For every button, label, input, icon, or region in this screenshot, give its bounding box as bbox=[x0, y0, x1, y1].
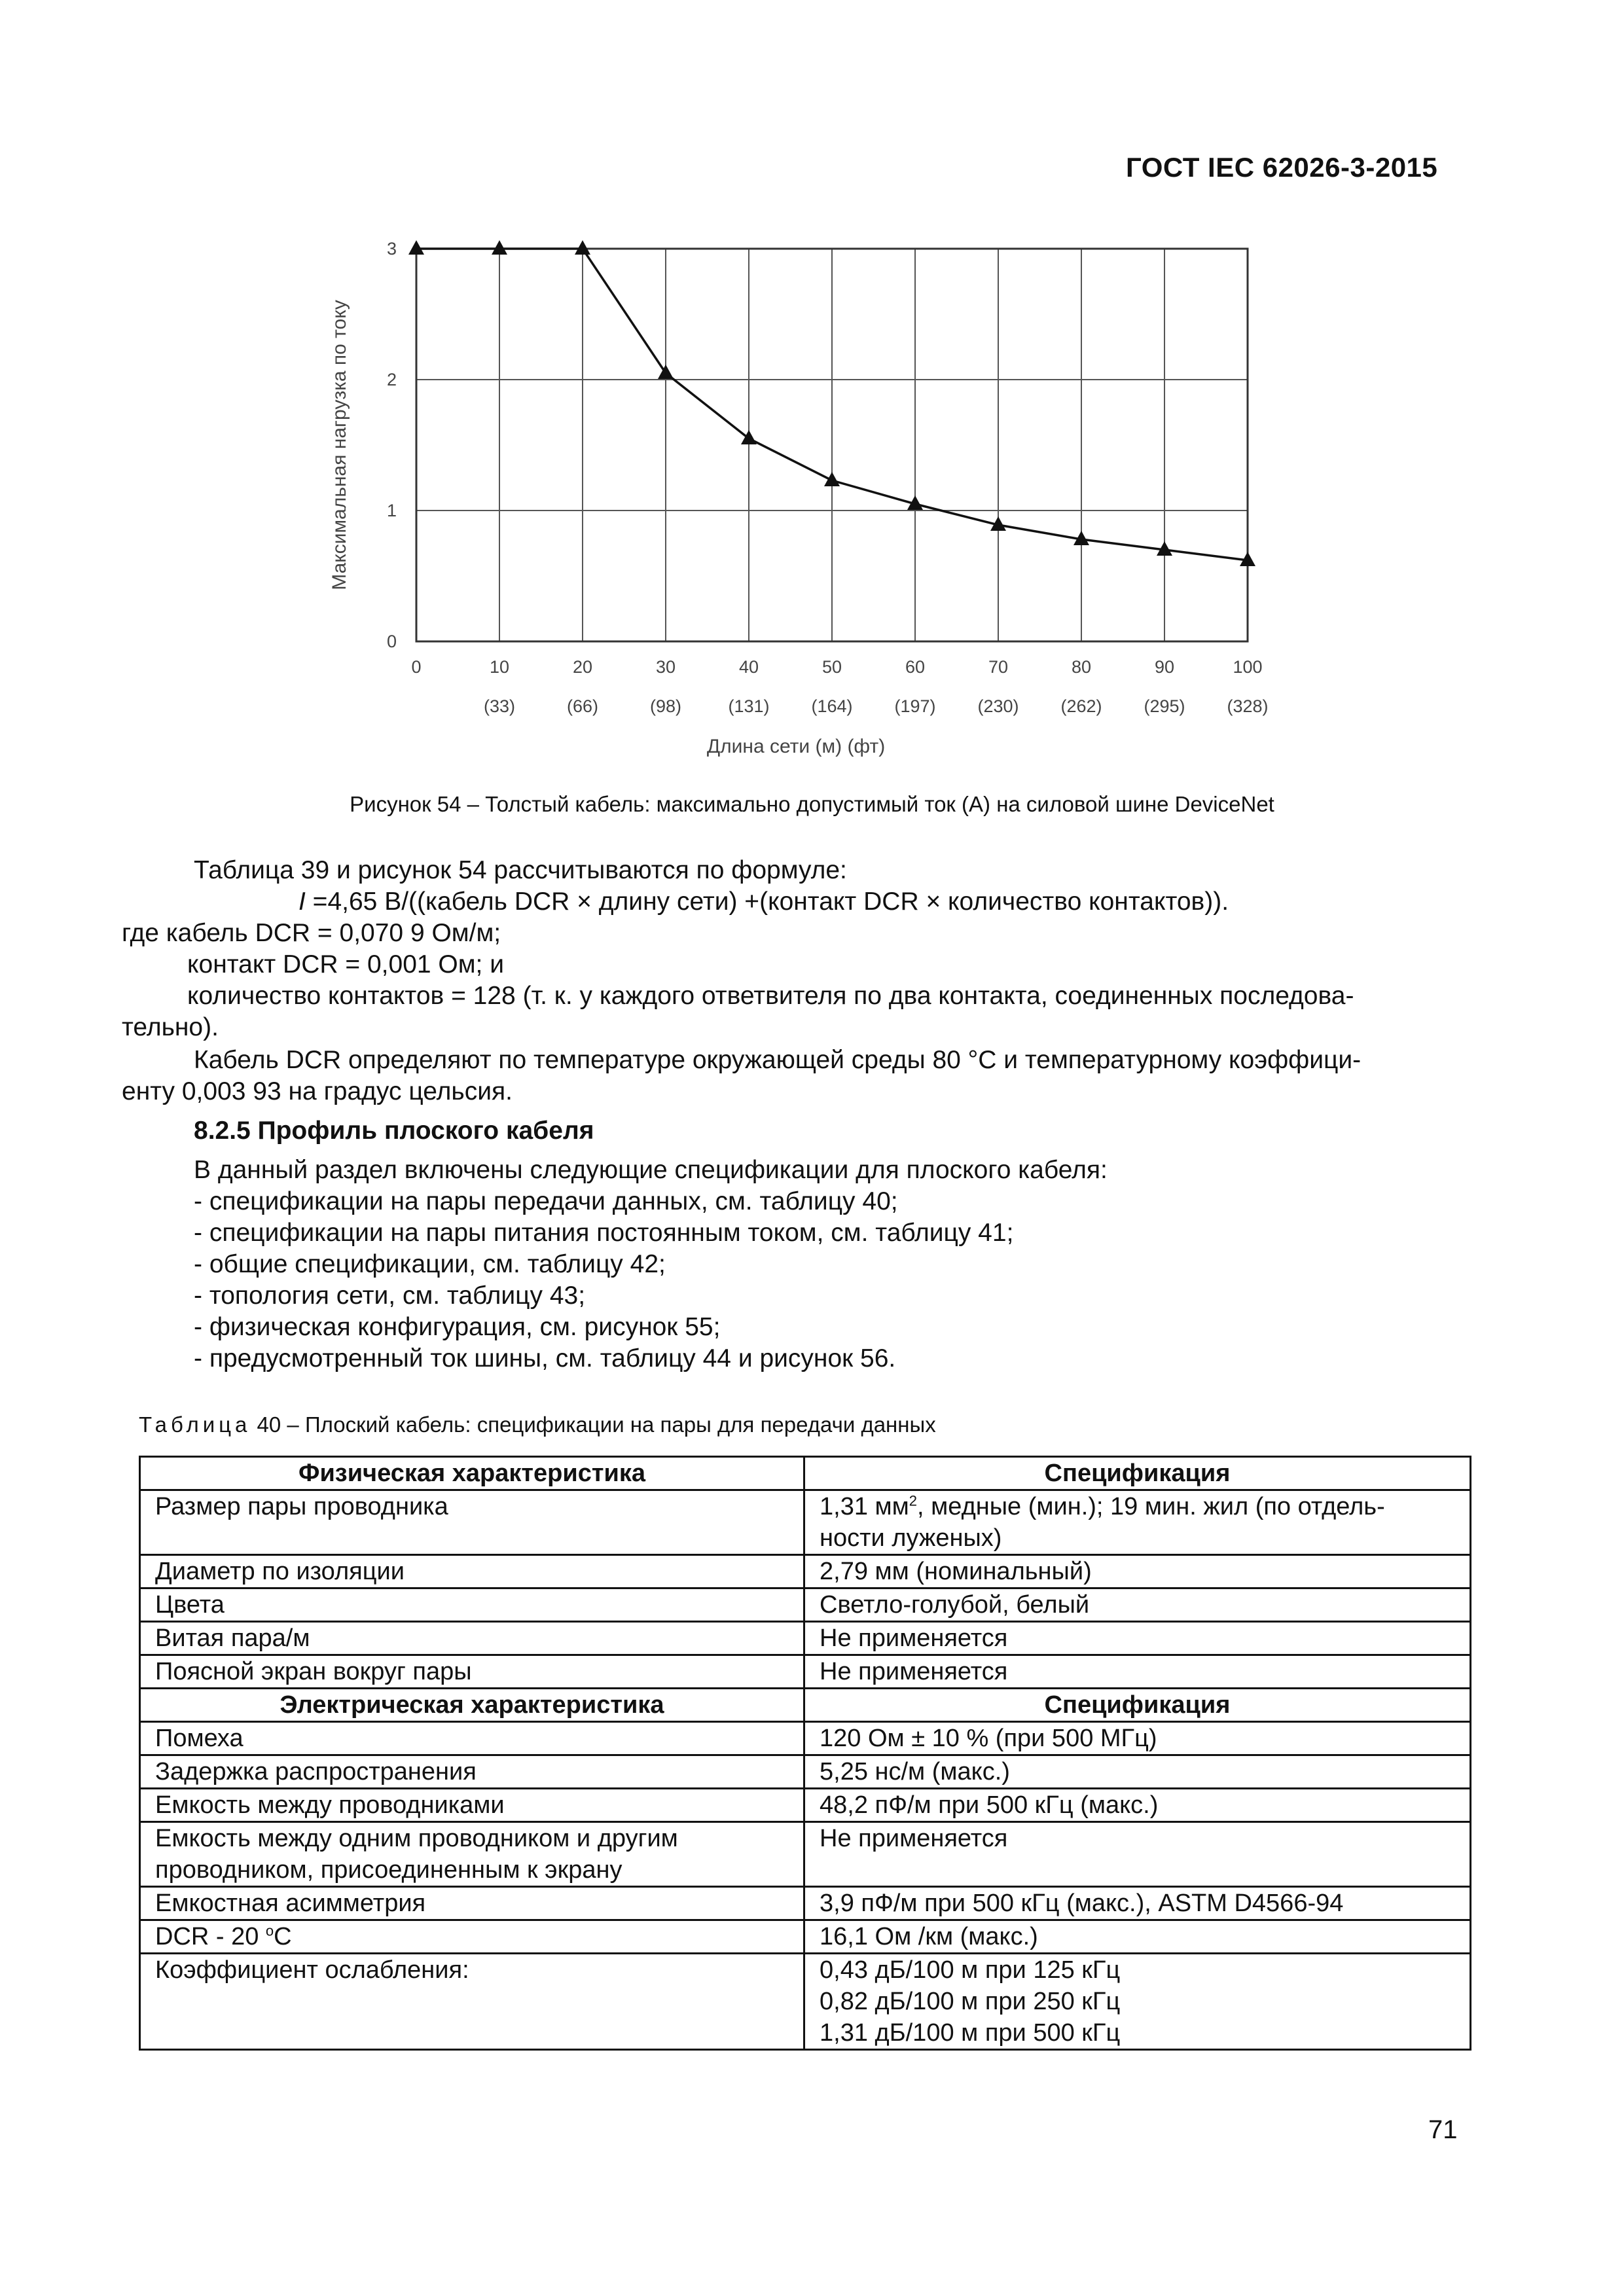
table-row bbox=[140, 1490, 1471, 1555]
table-cell: Емкость между проводниками bbox=[140, 1789, 804, 1822]
table-row bbox=[140, 1887, 1471, 1920]
table-row bbox=[140, 1954, 1471, 2050]
x-tick-label: 30 bbox=[655, 657, 676, 677]
x-tick-label-ft: (66) bbox=[566, 696, 599, 716]
x-tick-label: 0 bbox=[411, 657, 422, 677]
x-tick-label: 90 bbox=[1154, 657, 1175, 677]
table-cell: 16,1 Ом /км (макс.) bbox=[804, 1920, 1471, 1954]
list-item: - спецификации на пары питания постоянным током, см. таблицу 41; bbox=[194, 1219, 1014, 1247]
x-tick-label-ft: (328) bbox=[1227, 696, 1269, 716]
paragraph-cable-dcr: где кабель DCR = 0,070 9 Ом/м; bbox=[122, 919, 501, 947]
table-cell: 0,43 дБ/100 м при 125 кГц 0,82 дБ/100 м при 250 кГц 1,31 дБ/100 м при 500 кГц bbox=[804, 1954, 1471, 2050]
table-row bbox=[140, 1755, 1471, 1789]
x-tick-label: 20 bbox=[572, 657, 593, 677]
table-cell: Поясной экран вокруг пары bbox=[140, 1655, 804, 1689]
table-row bbox=[140, 1588, 1471, 1622]
y-axis-label: Максимальная нагрузка по току bbox=[329, 300, 350, 590]
table-cell: Помеха bbox=[140, 1722, 804, 1755]
table-row bbox=[140, 1920, 1471, 1954]
document-id-header: ГОСТ IEC 62026-3-2015 bbox=[1126, 152, 1438, 183]
list-item: - общие спецификации, см. таблицу 42; bbox=[194, 1250, 666, 1278]
x-tick-label: 40 bbox=[738, 657, 759, 677]
list-item: - спецификации на пары передачи данных, см. таблицу 40; bbox=[194, 1187, 898, 1215]
spec-table bbox=[139, 1456, 1471, 2051]
list-item: - топология сети, см. таблицу 43; bbox=[194, 1282, 586, 1310]
y-tick-labels bbox=[387, 239, 397, 651]
data-point-marker bbox=[741, 430, 757, 444]
y-tick-label: 2 bbox=[386, 370, 397, 389]
table-header-cell: Спецификация bbox=[804, 1689, 1471, 1722]
paragraph-contact-dcr: контакт DCR = 0,001 Ом; и bbox=[187, 950, 505, 978]
x-tick-label: 70 bbox=[988, 657, 1009, 677]
table-row bbox=[140, 1789, 1471, 1822]
x-tick-label: 10 bbox=[489, 657, 510, 677]
x-tick-label-ft: (164) bbox=[811, 696, 853, 716]
table-header-row bbox=[140, 1689, 1471, 1722]
x-tick-labels bbox=[411, 657, 1262, 677]
page-number: 71 bbox=[1428, 2115, 1458, 2144]
x-tick-label-ft: (295) bbox=[1144, 696, 1185, 716]
paragraph-contacts-line2: тельно). bbox=[122, 1013, 219, 1041]
list-item: - физическая конфигурация, см. рисунок 55; bbox=[194, 1313, 721, 1341]
table-cell: Витая пара/м bbox=[140, 1622, 804, 1655]
table-caption-label: Таблица bbox=[139, 1412, 251, 1437]
paragraph-contacts-line1: количество контактов = 128 (т. к. у каждого ответвителя по два контакта, соединенных последова- bbox=[187, 982, 1354, 1010]
y-tick-label: 3 bbox=[386, 239, 397, 259]
table-header-cell: Электрическая характеристика bbox=[140, 1689, 804, 1722]
table-cell: 3,9 пФ/м при 500 кГц (макс.), ASTM D4566-94 bbox=[804, 1887, 1471, 1920]
data-point-marker bbox=[492, 240, 507, 255]
table-row bbox=[140, 1555, 1471, 1588]
x-tick-label: 80 bbox=[1071, 657, 1092, 677]
current-vs-length-chart bbox=[314, 223, 1316, 772]
table-cell-dcr: DCR - 20 $^o$C bbox=[140, 1920, 804, 1954]
x-tick-label: 60 bbox=[905, 657, 926, 677]
table-cell: Не применяется bbox=[804, 1655, 1471, 1689]
x-tick-label: 100 bbox=[1233, 657, 1263, 677]
x-tick-label-ft: (230) bbox=[977, 696, 1019, 716]
table-cell: 2,79 мм (номинальный) bbox=[804, 1555, 1471, 1588]
y-tick-label: 0 bbox=[386, 632, 397, 651]
formula-body: =4,65 В/((кабель DCR × длину сети) +(контакт DCR × количество контактов)). bbox=[305, 888, 1229, 916]
section-title: 8.2.5 Профиль плоского кабеля bbox=[194, 1117, 594, 1145]
x-tick-label-ft: (98) bbox=[649, 696, 682, 716]
y-tick-label: 1 bbox=[386, 501, 397, 520]
x-tick-label: 50 bbox=[821, 657, 842, 677]
x-tick-label-ft: (197) bbox=[894, 696, 936, 716]
x-tick-label-ft: (33) bbox=[483, 696, 516, 716]
table-cell: Коэффициент ослабления: bbox=[140, 1954, 804, 2050]
table-cell: Светло-голубой, белый bbox=[804, 1588, 1471, 1622]
x-tick-labels-ft bbox=[484, 696, 1269, 716]
table-row bbox=[140, 1722, 1471, 1755]
formula-variable: I bbox=[298, 888, 306, 916]
table-cell: 5,25 нс/м (макс.) bbox=[804, 1755, 1471, 1789]
table-header-row bbox=[140, 1457, 1471, 1490]
table-cell: Емкость между одним проводником и другим проводником, присоединенным к экрану bbox=[140, 1822, 804, 1887]
x-tick-label-ft: (262) bbox=[1060, 696, 1102, 716]
table-cell: Емкостная асимметрия bbox=[140, 1887, 804, 1920]
table-cell: 48,2 пФ/м при 500 кГц (макс.) bbox=[804, 1789, 1471, 1822]
section-intro: В данный раздел включены следующие спецификации для плоского кабеля: bbox=[194, 1156, 1108, 1184]
table-cell: 120 Ом ± 10 % (при 500 МГц) bbox=[804, 1722, 1471, 1755]
table-header-cell: Спецификация bbox=[804, 1457, 1471, 1490]
paragraph-formula-intro: Таблица 39 и рисунок 54 рассчитываются по формуле: bbox=[194, 856, 847, 884]
table-cell: Задержка распространения bbox=[140, 1755, 804, 1789]
data-point-marker bbox=[575, 240, 590, 255]
table-header-cell: Физическая характеристика bbox=[140, 1457, 804, 1490]
table-cell: Цвета bbox=[140, 1588, 804, 1622]
table-cell-conductor-size: 1,31 $мм^2$, медные (мин.); 19 мин. жил (по отдель- ности луженых) bbox=[804, 1490, 1471, 1555]
data-point-marker bbox=[408, 240, 424, 255]
table-row bbox=[140, 1655, 1471, 1689]
formula bbox=[298, 886, 1229, 918]
paragraph-temperature-line2: енту 0,003 93 на градус цельсия. bbox=[122, 1077, 513, 1105]
table-cell: Не применяется bbox=[804, 1622, 1471, 1655]
table-row bbox=[140, 1622, 1471, 1655]
x-tick-label-ft: (131) bbox=[728, 696, 770, 716]
x-axis-label: Длина сети (м) (фт) bbox=[706, 736, 886, 757]
figure-caption: Рисунок 54 – Толстый кабель: максимально допустимый ток (А) на силовой шине DeviceNet bbox=[350, 792, 1274, 816]
table-row bbox=[140, 1822, 1471, 1887]
table-caption bbox=[139, 1412, 936, 1437]
list-item: - предусмотренный ток шины, см. таблицу 44 и рисунок 56. bbox=[194, 1344, 896, 1372]
chart-grid bbox=[416, 249, 1248, 641]
table-cell: Диаметр по изоляции bbox=[140, 1555, 804, 1588]
data-point-marker bbox=[824, 472, 840, 486]
table-caption-text: 40 – Плоский кабель: спецификации на пары для передачи данных bbox=[251, 1412, 936, 1437]
table-cell: Размер пары проводника bbox=[140, 1490, 804, 1555]
table-cell: Не применяется bbox=[804, 1822, 1471, 1887]
paragraph-temperature-line1: Кабель DCR определяют по температуре окружающей среды 80 °C и температурному коэффици- bbox=[194, 1046, 1362, 1074]
